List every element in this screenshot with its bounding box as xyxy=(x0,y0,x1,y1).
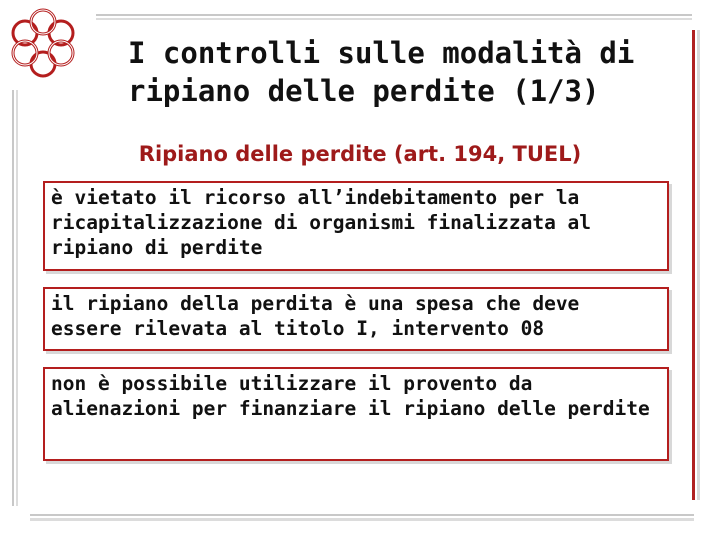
interlaced-circles-logo-icon xyxy=(2,2,84,84)
decorative-frame-top xyxy=(96,14,692,20)
point-box-1: è vietato il ricorso all’indebitamento per la ricapitalizzazione di organismi finalizzata al ripiano di perdite xyxy=(43,181,669,271)
decorative-frame-bottom xyxy=(30,514,694,521)
decorative-frame-right xyxy=(692,30,700,500)
slide-subtitle: Ripiano delle perdite (art. 194, TUEL) xyxy=(138,142,582,166)
point-box-3: non è possibile utilizzare il provento da alienazioni per finanziare il ripiano delle perdite xyxy=(43,367,669,461)
point-box-2: il ripiano della perdita è una spesa che deve essere rilevata al titolo I, intervento 08 xyxy=(43,287,669,351)
slide-title: I controlli sulle modalità di ripiano delle perdite (1/3) xyxy=(128,36,635,108)
